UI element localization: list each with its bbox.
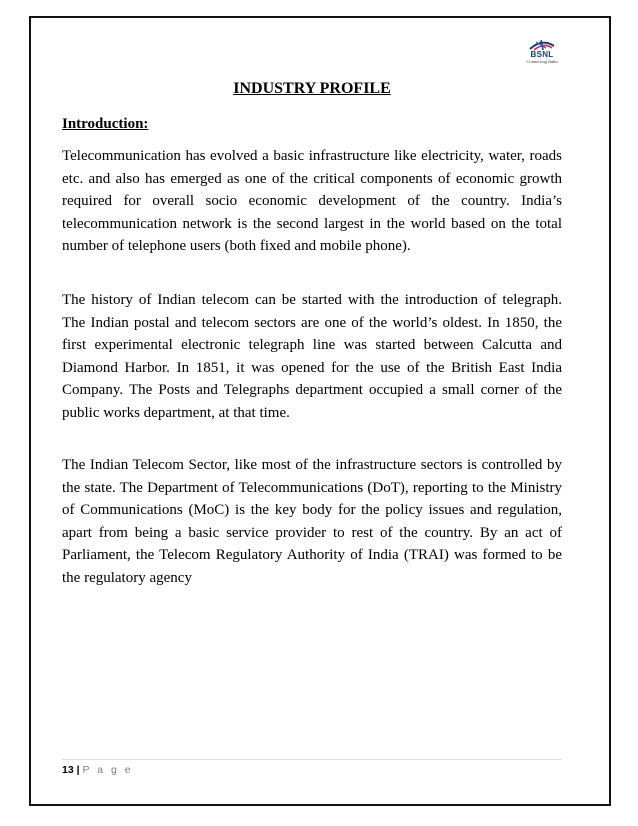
footer-separator: | bbox=[76, 764, 80, 776]
footer-divider bbox=[62, 759, 562, 760]
page-number: 13 bbox=[62, 764, 74, 776]
paragraph: The Indian Telecom Sector, like most of the infrastructure sectors is controlled by the state. The Department of Telecommunications (DoT), reporting to the Ministry of Communications (MoC) is the key body for the policy issues and regulation, apart from being a basic service provider to rest of the country. By an act of Parliament, the Telecom Regulatory Authority of India (TRAI) was formed to be the regulatory agency bbox=[62, 457, 562, 586]
logo-text: BSNL bbox=[530, 50, 554, 59]
page-label: P a g e bbox=[82, 764, 134, 776]
page-footer bbox=[62, 764, 133, 776]
section-heading: Introduction: bbox=[62, 116, 149, 132]
paragraph: Telecommunication has evolved a basic infrastructure like electricity, water, roads etc. and also has emerged as one of the critical components of economic growth required for overall socio economic development of the country. India’s telecommunication network is the second largest in the world based on the total number of telephone users (both fixed and mobile phone). bbox=[62, 148, 562, 254]
logo-swoosh bbox=[530, 40, 554, 50]
logo-tagline: Connecting India bbox=[526, 59, 558, 64]
page-title: INDUSTRY PROFILE bbox=[233, 80, 391, 97]
paragraph: The history of Indian telecom can be started with the introduction of telegraph. The Indian postal and telecom sectors are one of the world’s oldest. In 1850, the first experimental electronic telegraph line was started between Calcutta and Diamond Harbor. In 1851, it was opened for the use of the British East India Company. The Posts and Telegraphs department occupied a small corner of the public works department, at that time. bbox=[62, 292, 562, 421]
